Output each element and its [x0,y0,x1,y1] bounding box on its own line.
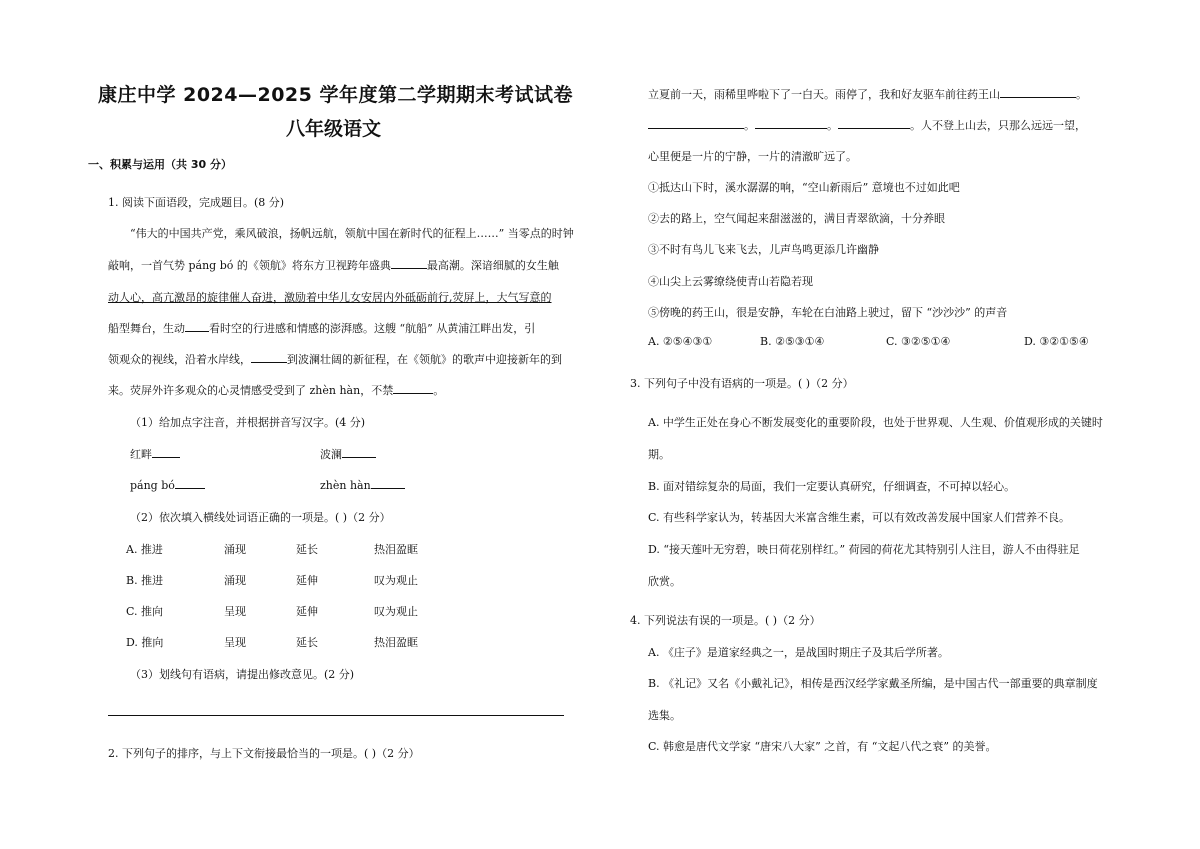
fill-blank[interactable] [648,118,744,129]
question-2-stem: 2. 下列句子的排序，与上下文衔接最恰当的一项是。( )（2 分） [108,747,420,760]
word-item [130,446,180,462]
passage-line-4 [108,320,535,336]
option-row-a[interactable] [126,541,418,557]
exam-title: 康庄中学 2024—2025 学年度第二学期期末考试试卷 [98,84,573,106]
sentence-item: ①抵达山下时，溪水潺潺的响，“空山新雨后” 意境也不过如此吧 [648,181,960,194]
option-a[interactable]: A. ②⑤④③① [648,335,713,348]
passage-text: 最高潮。深谙细腻的女生触 [426,259,559,272]
fill-blank[interactable] [393,383,433,394]
fill-blank[interactable] [185,321,209,332]
option-cell: B. 推进 [126,574,164,587]
passage-text: 领观众的视线，沿着水岸线， [108,353,251,366]
word-label: páng bó [130,479,175,492]
option-d[interactable]: D. ③②①⑤④ [1024,335,1089,348]
option-d-continued: 欣赏。 [648,575,681,588]
option-c[interactable]: C. 韩愈是唐代文学家 “唐宋八大家” 之首，有 “文起八代之衰” 的美誉。 [648,740,997,753]
option-cell: 涌现 [224,574,246,587]
option-c[interactable]: C. 有些科学家认为，转基因大米富含维生素，可以有效改善发展中国家人们营养不良。 [648,511,1071,524]
section-heading: 一、积累与运用（共 30 分） [88,158,232,171]
q2-options [648,335,1089,348]
answer-blank[interactable] [342,447,376,458]
word-item [320,446,376,462]
sentence-item: ⑤傍晚的药王山，很是安静，车轮在白油路上驶过，留下 “沙沙沙” 的声音 [648,306,1008,319]
left-column [88,0,578,849]
passage-line-1: “伟大的中国共产党，乘风破浪，扬帆远航，领航中国在新时代的征程上……” 当零点的时钟 [130,227,574,240]
exam-subtitle: 八年级语文 [286,118,382,140]
fill-blank[interactable] [838,118,910,129]
passage-text: 船型舞台，生动 [108,322,185,335]
option-b[interactable]: B. ②⑤③①④ [760,335,825,348]
option-row-c[interactable] [126,603,418,619]
option-cell: 热泪盈眶 [374,543,418,556]
question-1-stem: 1. 阅读下面语段，完成题目。(8 分) [108,196,285,209]
option-cell: 叹为观止 [374,574,418,587]
option-b[interactable]: B. 面对错综复杂的局面，我们一定要认真研究，仔细调查，不可掉以轻心。 [648,480,1016,493]
right-column [630,0,1110,849]
passage-text: 来。荧屏外许多观众的心灵情感受受到了 zhèn hàn，不禁 [108,384,394,397]
passage-text: 。 [1076,88,1087,101]
option-c[interactable]: C. ③②⑤①④ [886,335,951,348]
option-cell: 叹为观止 [374,605,418,618]
option-cell: 热泪盈眶 [374,636,418,649]
fill-blank[interactable] [251,352,287,363]
passage-text: 看时空的行进感和情感的澎湃感。这艘 “航船” 从黄浦江畔出发，引 [209,322,536,335]
option-b-continued: 选集。 [648,709,681,722]
word-item [320,478,405,492]
question-3-stem: 3. 下列句子中没有语病的一项是。( )（2 分） [630,377,854,390]
passage-text: 立夏前一天，雨稀里哗啦下了一白天。雨停了，我和好友驱车前往药王山 [648,88,1000,101]
option-a[interactable]: A. 《庄子》是道家经典之一，是战国时期庄子及其后学所著。 [648,646,949,659]
question-4-stem: 4. 下列说法有误的一项是。( )（2 分） [630,614,821,627]
passage-text: 。 [433,384,445,397]
sentence-item: ④山尖上云雾缭绕使青山若隐若现 [648,275,813,288]
option-cell: D. 推向 [126,636,164,649]
passage-text: 敲响，一首气势 páng bó 的《领航》将东方卫视跨年盛典 [108,259,391,272]
passage-text: 。 [744,119,755,132]
option-cell: C. 推向 [126,605,164,618]
option-cell: 涌现 [224,543,246,556]
passage-line-6 [108,382,444,398]
option-row-b[interactable] [126,572,418,588]
option-a[interactable]: A. 中学生正处在身心不断发展变化的重要阶段，也处于世界观、人生观、价值观形成的关键时 [648,416,1103,429]
option-b[interactable]: B. 《礼记》又名《小戴礼记》，相传是西汉经学家戴圣所编，是中国古代一部重要的典章制度 [648,677,1098,690]
answer-blank[interactable] [152,447,180,458]
passage-line [648,117,1086,133]
passage-line-5 [108,351,562,367]
option-a-continued: 期。 [648,448,670,461]
option-d[interactable]: D. “接天莲叶无穷碧，映日荷花别样红。” 荷园的荷花尤其特别引人注目，游人不由得驻足 [648,543,1080,556]
fill-blank[interactable] [755,118,827,129]
fill-blank[interactable] [391,258,427,269]
passage-text: 。 [827,119,838,132]
option-cell: A. 推进 [126,543,163,556]
sub-question-2: （2）依次填入横线处词语正确的一项是。( )（2 分） [130,511,391,524]
option-cell: 延伸 [296,574,318,587]
word-label: 波澜 [320,448,342,461]
sentence-item: ③不时有鸟儿飞来飞去，儿声鸟鸣更添几许幽静 [648,243,879,256]
option-cell: 延伸 [296,605,318,618]
answer-line[interactable] [108,715,564,716]
option-cell: 延长 [296,636,318,649]
option-row-d[interactable] [126,634,418,650]
word-label: zhèn hàn [320,479,371,492]
option-cell: 呈现 [224,636,246,649]
passage-line [648,86,1087,102]
sub-question-3: （3）划线句有语病，请提出修改意见。(2 分) [130,668,355,681]
passage-line: 心里便是一片的宁静，一片的清澈旷远了。 [648,150,857,163]
sentence-item: ②去的路上，空气闻起来甜滋滋的，满目青翠欲滴，十分养眼 [648,212,945,225]
underlined-sentence: 动人心，高亢激昂的旋律催人奋进，激励着中华儿女安居内外砥砺前行,荧屏上，大气写意的 [108,291,552,304]
passage-text: 到波澜壮阔的新征程，在《领航》的歌声中迎接新年的到 [287,353,562,366]
word-item [130,478,205,492]
passage-text: 。人不登上山去，只那么远远一望， [910,119,1086,132]
option-cell: 呈现 [224,605,246,618]
word-label: 红畔 [130,448,152,461]
passage-line-2 [108,257,559,273]
sub-question-1: （1）给加点字注音，并根据拼音写汉字。(4 分) [130,416,366,429]
answer-blank[interactable] [175,478,205,489]
answer-blank[interactable] [371,478,405,489]
option-cell: 延长 [296,543,318,556]
fill-blank[interactable] [1000,87,1076,98]
